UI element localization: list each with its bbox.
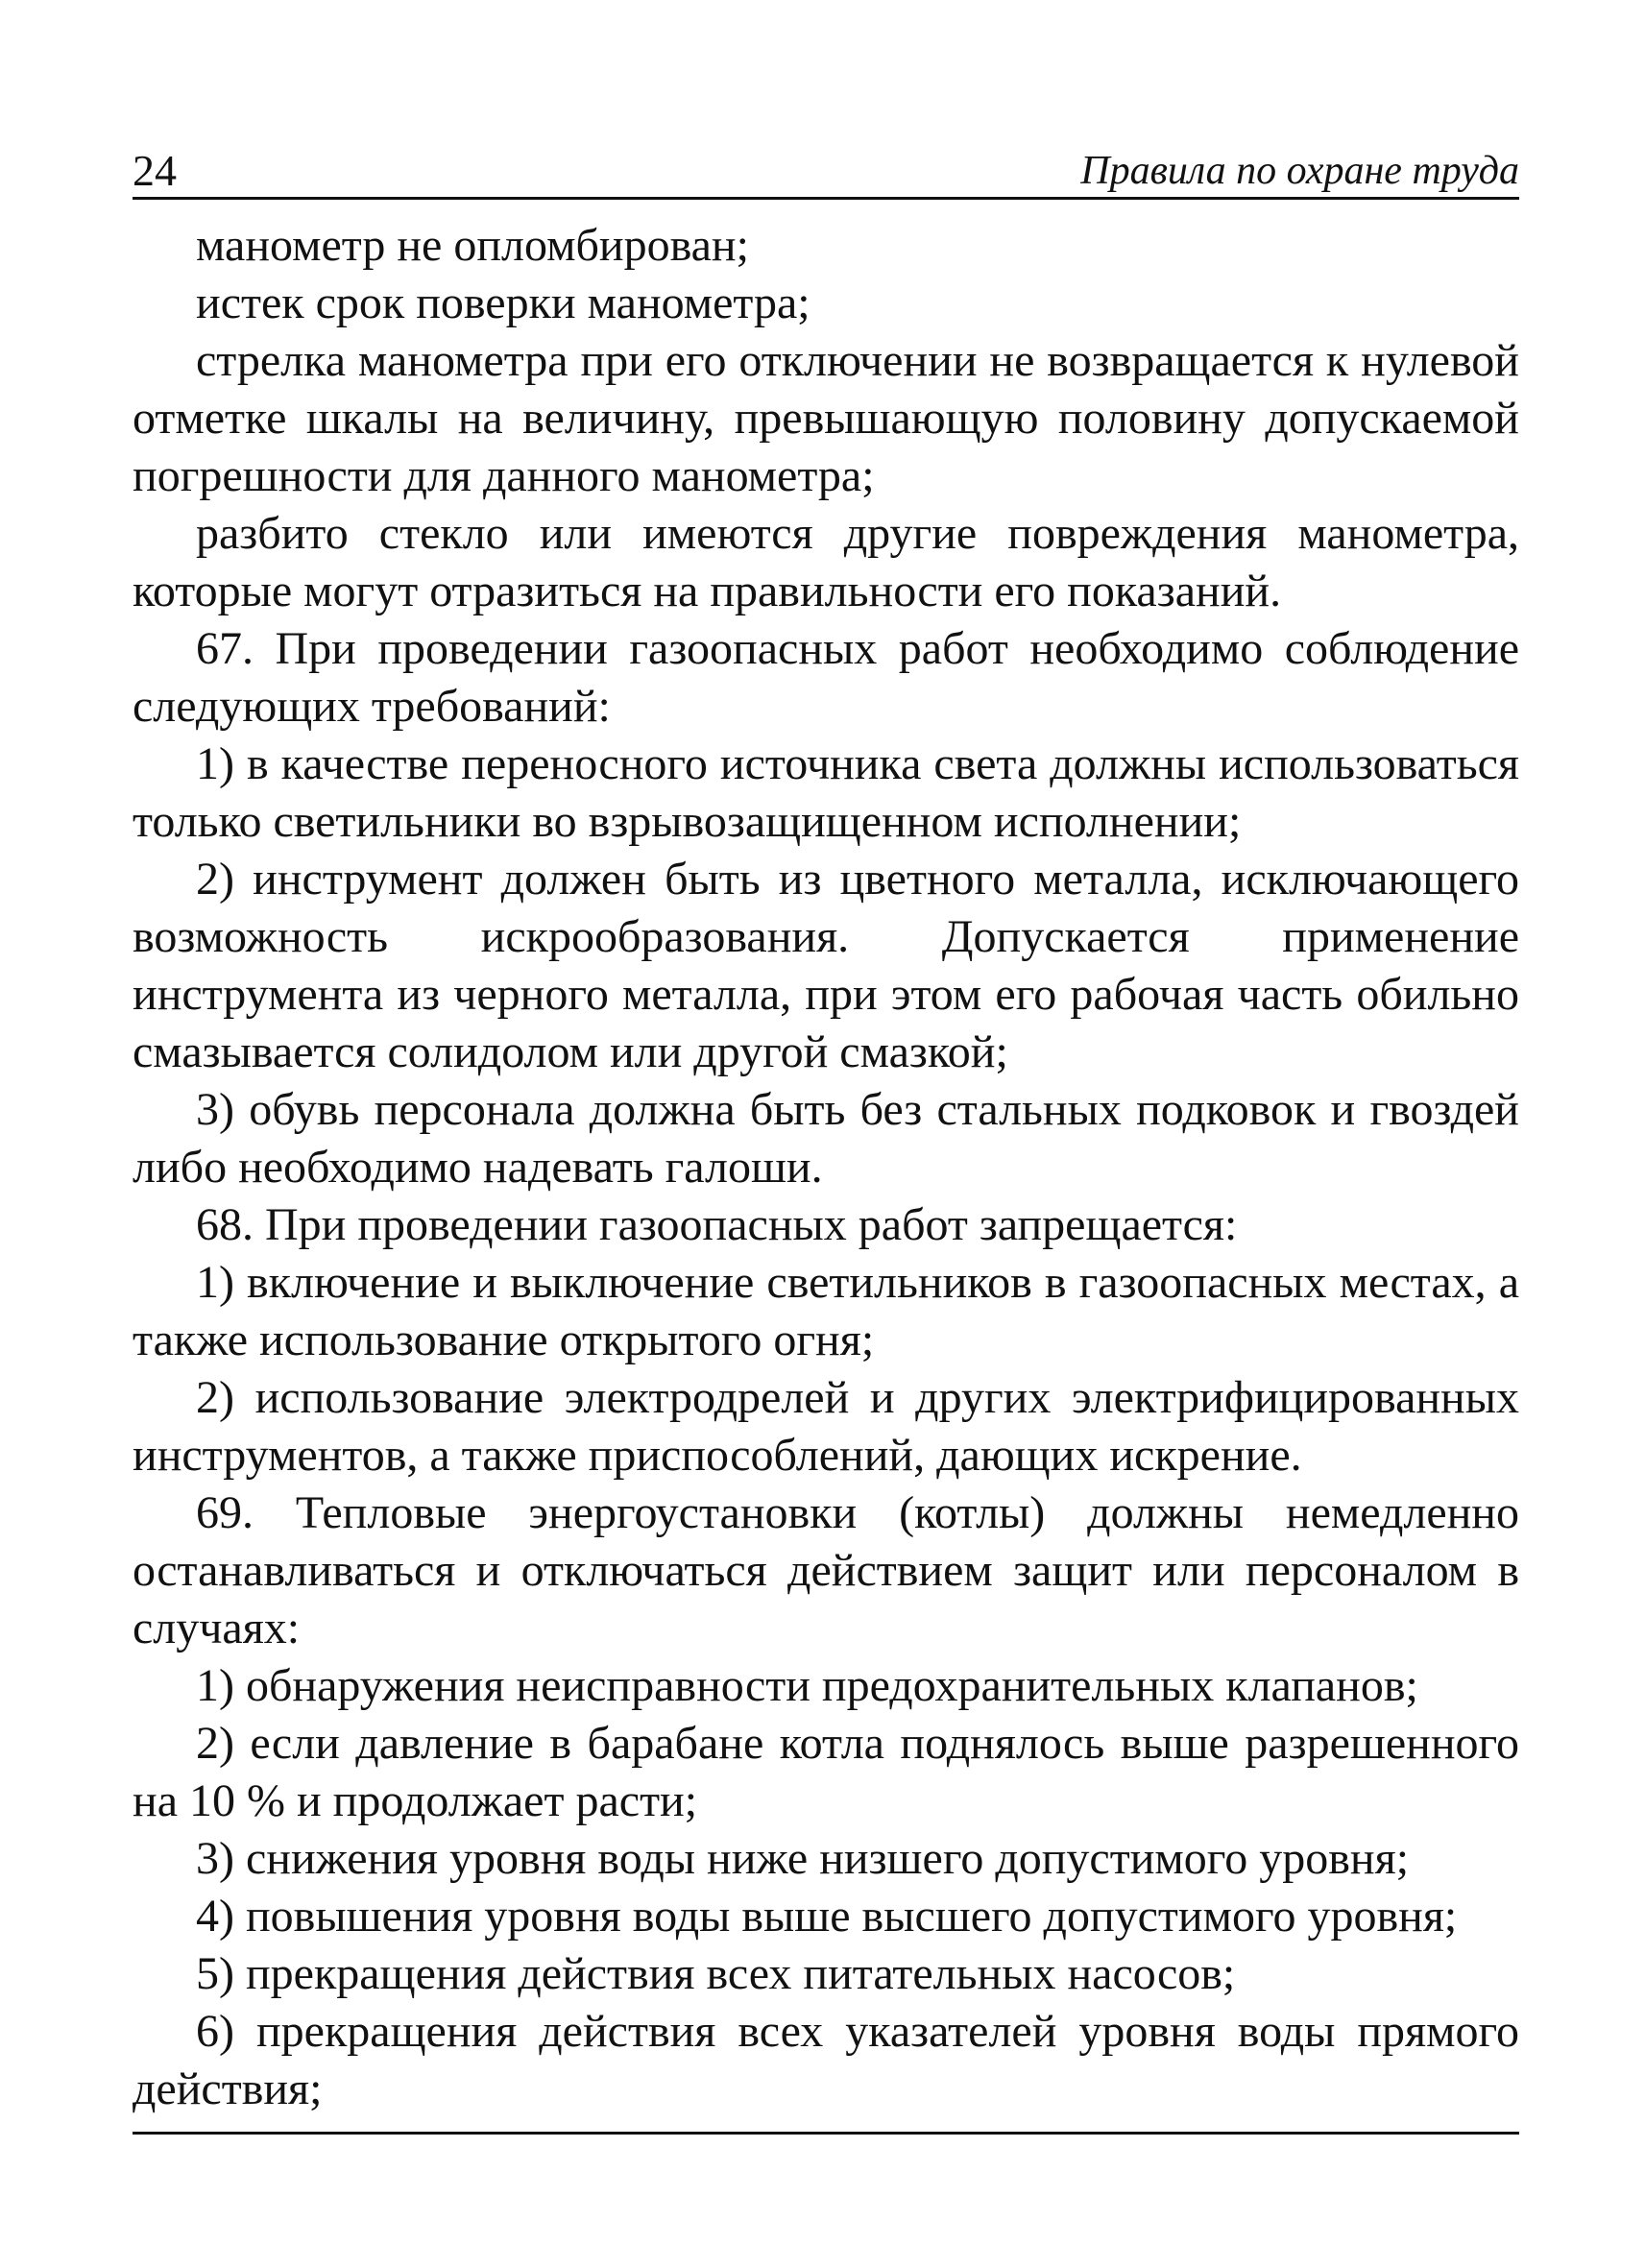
clause-69-item-2: 2) если давление в барабане котла поднялось выше разрешенного на 10 % и продолжает расти; bbox=[133, 1718, 1519, 1826]
page-header bbox=[133, 142, 1519, 202]
clause-68-item-1: 1) включение и выключение светильников в газоопасных местах, а также использование открытого огня; bbox=[133, 1257, 1519, 1365]
clause-69-item-5: 5) прекращения действия всех питательных насосов; bbox=[196, 1948, 1236, 1999]
running-title: Правила по охране труда bbox=[1080, 149, 1519, 193]
footer-rule bbox=[133, 2132, 1519, 2135]
clause-69-item-1: 1) обнаружения неисправности предохранительных клапанов; bbox=[196, 1660, 1418, 1711]
clause-68-item-2: 2) использование электродрелей и других электрифицированных инструментов, а также приспособлений, дающих искрение. bbox=[133, 1372, 1519, 1481]
clause-67-item-2: 2) инструмент должен быть из цветного металла, исключающего возможность искрообразования. Допускается применение инструмента из черного металла, при этом его рабочая часть обильно смазывается солидолом или другой смазкой; bbox=[133, 854, 1519, 1077]
clause-69-item-6: 6) прекращения действия всех указателей уровня воды прямого действия; bbox=[133, 2006, 1519, 2114]
clause-67: 67. При проведении газоопасных работ необходимо соблюдение следующих требований: bbox=[133, 623, 1519, 732]
clause-69-item-4: 4) повышения уровня воды выше высшего допустимого уровня; bbox=[196, 1891, 1458, 1942]
clause-68: 68. При проведении газоопасных работ запрещается: bbox=[196, 1199, 1238, 1250]
clause-69: 69. Тепловые энергоустановки (котлы) должны немедленно останавливаться и отключаться действием защит или персоналом в случаях: bbox=[133, 1487, 1519, 1653]
body-text bbox=[133, 217, 1519, 2118]
clause-67-item-1: 1) в качестве переносного источника света должны использоваться только светильники во взрывозащищенном исполнении; bbox=[133, 738, 1519, 847]
page-number: 24 bbox=[133, 146, 177, 195]
clause-67-item-3: 3) обувь персонала должна быть без стальных подковок и гвоздей либо необходимо надевать галоши. bbox=[133, 1084, 1519, 1193]
paragraph-4: разбито стекло или имеются другие повреждения манометра, которые могут отразиться на правильности его показаний. bbox=[133, 508, 1519, 616]
paragraph-2: истек срок поверки манометра; bbox=[196, 277, 810, 328]
paragraph-1: манометр не опломбирован; bbox=[196, 220, 749, 271]
clause-69-item-3: 3) снижения уровня воды ниже низшего допустимого уровня; bbox=[196, 1833, 1410, 1884]
paragraph-3: стрелка манометра при его отключении не возвращается к нулевой отметке шкалы на величину, превышающую половину допускаемой погрешности для данного манометра; bbox=[133, 335, 1519, 501]
header-rule bbox=[133, 197, 1519, 200]
